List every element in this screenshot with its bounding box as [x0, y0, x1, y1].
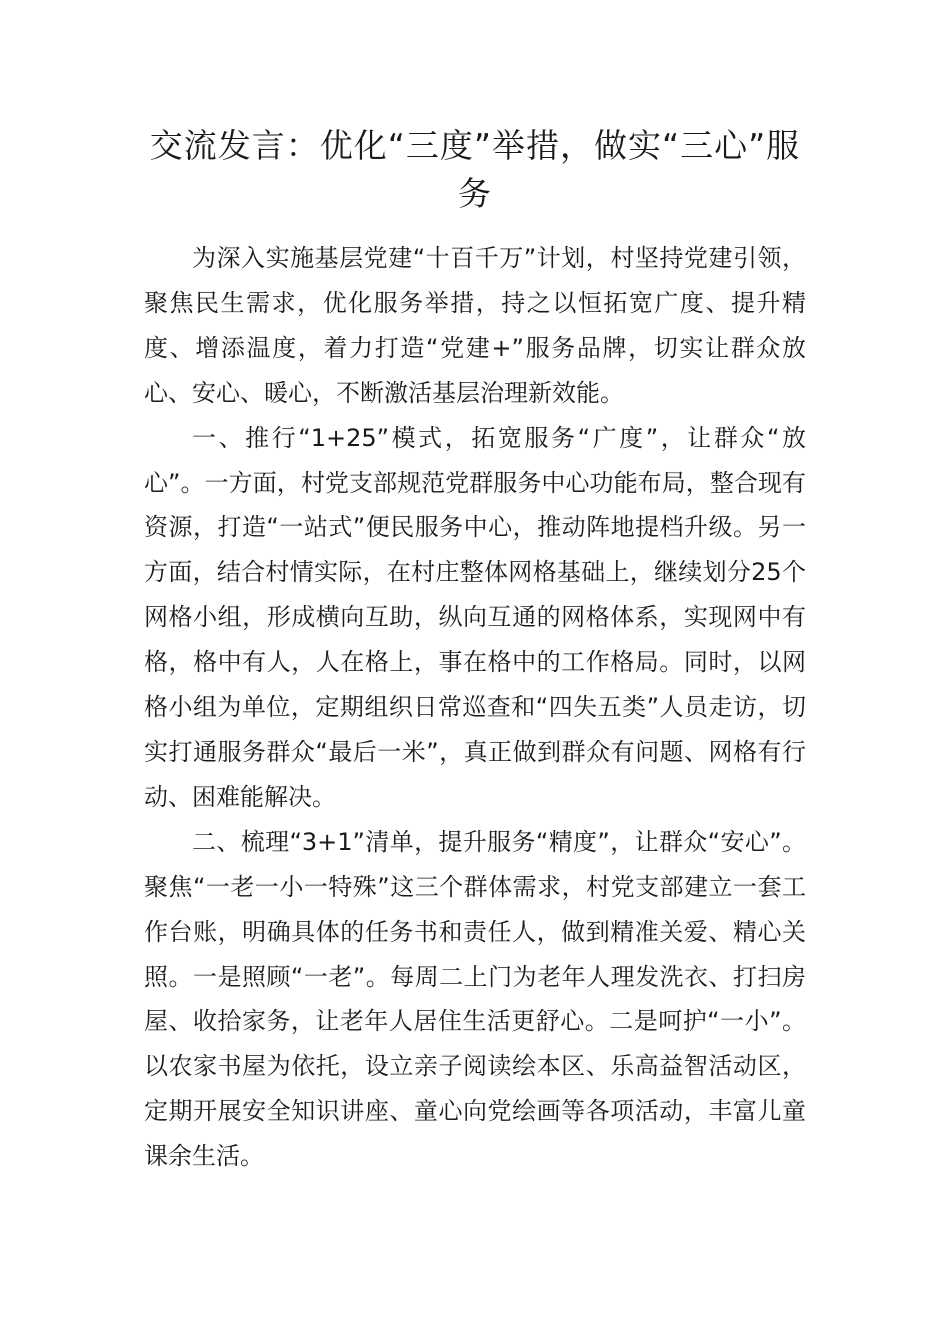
paragraph-section-two: 二、梳理“3+1”清单，提升服务“精度”，让群众“安心”。聚焦“一老一小一特殊”这三个群体需求，村党支部建立一套工作台账，明确具体的任务书和责任人，做到精准关爱、精心关照。一是照顾“一老”。每周二上门为老年人理发洗衣、打扫房屋、收拾家务，让老年人居住生活更舒心。二是呵护“一小”。以农家书屋为依托，设立亲子阅读绘本区、乐高益智活动区，定期开展安全知识讲座、童心向党绘画等各项活动，丰富儿童课余生活。 — [144, 827, 806, 1171]
paragraph-section-one: 一、推行“1+25”模式，拓宽服务“广度”，让群众“放心”。一方面，村党支部规范党群服务中心功能布局，整合现有资源，打造“一站式”便民服务中心，推动阵地提档升级。另一方面，结合村情实际，在村庄整体网格基础上，继续划分25个网格小组，形成横向互助，纵向互通的网格体系，实现网中有格，格中有人，人在格上，事在格中的工作格局。同时，以网格小组为单位，定期组织日常巡查和“四失五类”人员走访，切实打通服务群众“最后一米”，真正做到群众有问题、网格有行动、困难能解决。 — [144, 423, 806, 811]
paragraph-intro: 为深入实施基层党建“十百千万”计划，村坚持党建引领，聚焦民生需求，优化服务举措，持之以恒拓宽广度、提升精度、增添温度，着力打造“党建+”服务品牌，切实让群众放心、安心、暖心，不断激活基层治理新效能。 — [144, 244, 806, 407]
document-body — [144, 122, 806, 1179]
document-title: 交流发言：优化“三度”举措，做实“三心”服务 — [149, 126, 801, 213]
